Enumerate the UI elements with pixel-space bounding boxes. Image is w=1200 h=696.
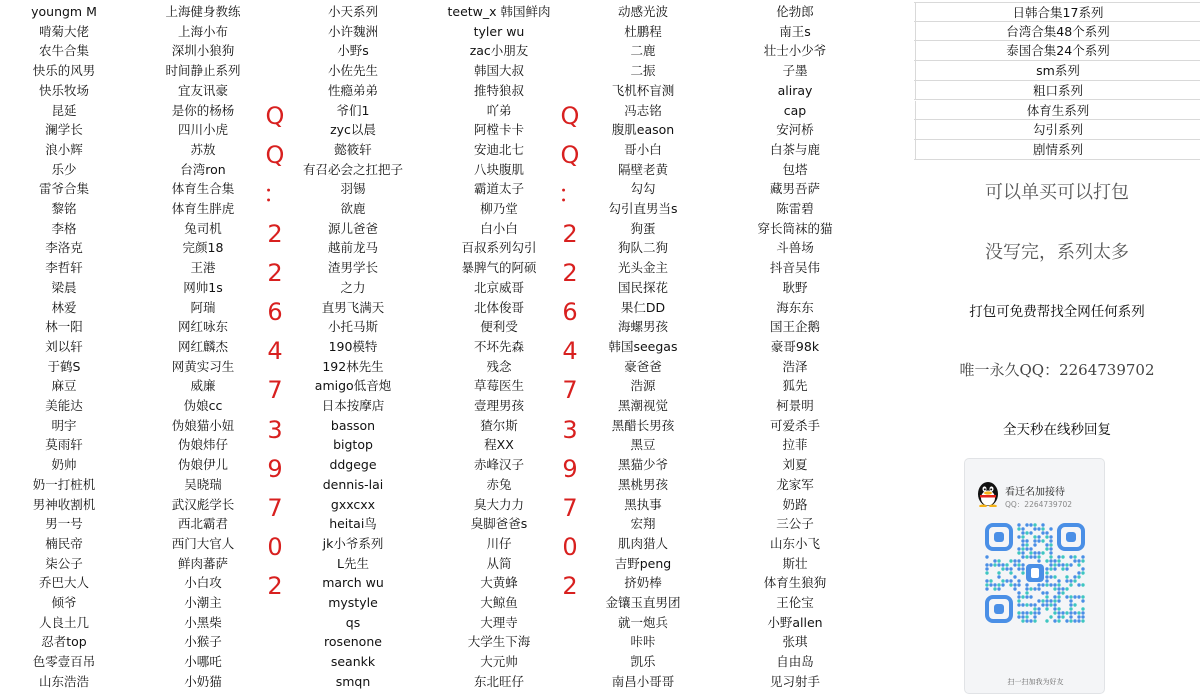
list-item: 西北霸君 — [177, 516, 228, 532]
list-item: 之力 — [340, 279, 366, 295]
list-item: 小许魏洲 — [327, 23, 378, 39]
list-item: 伦勃郎 — [776, 4, 814, 19]
name-column-2 — [140, 2, 266, 696]
list-item: 阿瑞 — [190, 299, 216, 315]
name-column-5 — [573, 2, 713, 696]
list-item: 豪哥98k — [770, 338, 820, 354]
list-item: 光头金主 — [617, 260, 668, 276]
list-item: 日本按摩店 — [321, 398, 385, 413]
list-item: 拉菲 — [782, 437, 808, 453]
list-item: gxxcxx — [330, 496, 376, 512]
list-item: 山东浩浩 — [38, 673, 89, 689]
list-item: 刘以轩 — [45, 338, 83, 354]
list-item: 白小白 — [480, 220, 518, 236]
list-item: 黎铭 — [51, 201, 77, 216]
list-item: 自由岛 — [776, 654, 814, 670]
list-item: 黑猫少爷 — [617, 457, 668, 473]
qr-card-qq-number: QQ：2264739702 — [1005, 500, 1073, 509]
list-item: 哥小白 — [624, 141, 662, 157]
series-row — [914, 22, 1200, 42]
qq-penguin-icon — [975, 479, 1001, 507]
list-item: 抖音吴伟 — [769, 260, 820, 276]
qq-vertical-digit: 3 — [267, 415, 283, 444]
list-item: 体育生胖虎 — [171, 201, 235, 216]
list-item: 狗队二狗 — [617, 240, 668, 256]
list-item: 雷爷合集 — [38, 181, 89, 197]
list-item: 挤奶棒 — [624, 575, 662, 591]
qq-vertical-digit: 2 — [267, 219, 283, 248]
list-item: 男一号 — [45, 516, 83, 532]
list-item: 可爱杀手 — [769, 417, 820, 433]
list-item: 肌肉猎人 — [617, 535, 668, 551]
list-item: 人良土几 — [38, 614, 89, 630]
list-item: 冯志铭 — [624, 102, 662, 118]
list-item: 奶帅 — [51, 457, 77, 473]
list-item: 见习射手 — [769, 673, 820, 689]
qq-vertical-digit: 7 — [562, 376, 578, 405]
qq-vertical-digit: 2 — [562, 258, 578, 287]
list-item: 黑潮视觉 — [617, 398, 668, 413]
list-item: 快乐的风男 — [32, 63, 96, 79]
qq-vertical-digit: 6 — [267, 298, 283, 326]
list-item: 豪爸爸 — [624, 358, 662, 374]
list-item: 狗蛋 — [630, 220, 656, 236]
list-item: 腹肌eason — [611, 122, 675, 138]
list-item: 宜友讯豪 — [177, 82, 228, 98]
list-item: 东北旺仔 — [473, 673, 524, 689]
list-item: 网红咏东 — [177, 319, 228, 335]
list-item: aliray — [777, 82, 813, 98]
list-item: 包塔 — [782, 161, 808, 177]
list-item: 色零壹百吊 — [32, 654, 96, 670]
list-item: 忍者top — [41, 634, 87, 650]
info-line-not-finished: 没写完，系列太多 — [985, 242, 1129, 263]
list-item: 宏翔 — [630, 516, 656, 532]
list-item: 性瘾弟弟 — [327, 82, 378, 98]
list-item: 耿野 — [782, 279, 808, 295]
list-item: 金镶玉直男团 — [605, 595, 681, 610]
list-item: 四川小虎 — [177, 122, 228, 138]
list-item: 楠民帝 — [45, 535, 83, 551]
list-item: 浩泽 — [782, 358, 808, 374]
list-item: 爷们1 — [336, 102, 370, 118]
list-item: 啃菊大佬 — [38, 23, 89, 39]
list-item: 黑醋长男孩 — [611, 417, 675, 433]
list-item: 小奶猫 — [184, 673, 222, 689]
list-item: 八块腹肌 — [473, 161, 524, 177]
qq-vertical-digit: 4 — [562, 337, 578, 366]
list-item: 杜鹏程 — [624, 23, 662, 39]
list-item: 陈雷碧 — [776, 201, 814, 216]
list-item: 推特狼叔 — [473, 82, 524, 98]
list-item: 直男飞满天 — [321, 299, 385, 315]
list-item: cap — [783, 102, 807, 118]
list-item: 安河桥 — [776, 122, 814, 138]
series-row — [914, 41, 1200, 61]
list-item: 臭大力力 — [473, 496, 524, 512]
list-item: rosenone — [324, 634, 382, 650]
list-item: 兔司机 — [184, 220, 222, 236]
list-item: 懿筱轩 — [334, 141, 372, 157]
list-item: 柯景明 — [776, 398, 814, 413]
series-label: sm系列 — [915, 61, 1200, 80]
series-label: 日韩合集17系列 — [915, 3, 1200, 21]
list-item: 奶一打桩机 — [32, 476, 96, 492]
list-item: L先生 — [337, 555, 369, 571]
list-item: 壹理男孩 — [473, 398, 524, 413]
list-item: seankk — [330, 654, 376, 670]
list-item: 飞机杯盲测 — [611, 82, 675, 98]
list-item: 子墨 — [782, 63, 808, 79]
list-item: 动感光波 — [617, 4, 668, 19]
list-item: 国民探花 — [617, 279, 668, 295]
list-item: 赤峰汉子 — [473, 457, 524, 473]
list-item: 咔咔 — [630, 634, 656, 650]
list-item: 是你的杨杨 — [171, 102, 235, 118]
list-item: 浪小辉 — [45, 141, 83, 157]
qq-vertical-digit: Q — [560, 102, 580, 130]
qq-vertical-digit: 9 — [267, 454, 283, 483]
list-item: 李格 — [51, 220, 77, 236]
qq-vertical-digit: 7 — [267, 376, 283, 405]
qr-card-title: 看迁名加接待 — [1005, 487, 1065, 498]
qq-vertical-digit: 3 — [562, 415, 578, 444]
list-item: 海东东 — [776, 299, 814, 315]
name-column-6 — [735, 2, 855, 696]
name-column-4 — [424, 2, 574, 696]
list-item: amigo低音炮 — [314, 378, 392, 394]
list-item: 韩国seegas — [608, 338, 678, 354]
list-item: 就一炮兵 — [617, 614, 668, 630]
list-item: 小潮主 — [184, 595, 222, 610]
list-item: 羽锡 — [340, 181, 366, 197]
list-item: 伪娘炜仔 — [177, 437, 228, 453]
list-item: 麻豆 — [51, 378, 77, 394]
list-item: 小佐先生 — [327, 63, 378, 79]
list-item: 男神收割机 — [32, 496, 96, 512]
qq-vertical-digit: 7 — [562, 494, 578, 522]
series-row — [914, 81, 1200, 101]
series-table — [914, 2, 1200, 160]
list-item: 龙家军 — [776, 476, 814, 492]
list-item: tyler wu — [473, 23, 525, 39]
list-item: 小黑柴 — [184, 614, 222, 630]
list-item: zyc以晨 — [330, 122, 376, 138]
list-item: 林一阳 — [45, 319, 83, 335]
list-item: 欲鹿 — [340, 201, 366, 216]
list-item: 白茶与鹿 — [769, 141, 820, 157]
list-item: 小天系列 — [327, 4, 378, 19]
list-item: 吴晓瑞 — [184, 476, 222, 492]
info-line-free-search: 打包可免费帮找全网任何系列 — [969, 304, 1145, 320]
qq-vertical-digit: 0 — [562, 533, 578, 562]
list-item: 山东小飞 — [769, 535, 820, 551]
list-item: 黑执事 — [624, 496, 662, 512]
list-item: 南昌小哥哥 — [611, 673, 675, 689]
list-item: 乐少 — [51, 161, 77, 177]
list-item: 大黄蜂 — [480, 575, 518, 591]
qq-vertical-digit: 9 — [562, 454, 578, 483]
list-item: 伪娘cc — [183, 398, 223, 413]
list-item: 草莓医生 — [473, 378, 524, 394]
series-label: 台湾合集48个系列 — [915, 22, 1200, 41]
series-label: 勾引系列 — [915, 120, 1200, 139]
list-item: 李哲轩 — [45, 260, 83, 276]
info-line-qq: 唯一永久QQ：2264739702 — [959, 361, 1155, 379]
list-item: 昆延 — [51, 102, 77, 118]
qq-vertical-digit: 6 — [562, 298, 578, 326]
list-item: 穿长筒袜的猫 — [757, 220, 833, 236]
list-item: 上海健身教练 — [165, 4, 241, 19]
list-item: 二鹿 — [630, 43, 656, 59]
list-item: 农牛合集 — [38, 43, 89, 59]
list-item: 狐先 — [782, 378, 808, 394]
list-item: march wu — [322, 575, 384, 591]
list-item: 王伦宝 — [776, 595, 814, 610]
list-item: 体育生合集 — [171, 181, 235, 197]
list-item: ddgege — [329, 457, 377, 473]
list-item: 乔巴大人 — [38, 575, 89, 591]
list-item: zac小朋友 — [469, 43, 529, 59]
list-item: 果仁DD — [620, 299, 666, 315]
series-row — [914, 101, 1200, 121]
list-item: 上海小布 — [177, 23, 228, 39]
qq-vertical-digit: 2 — [267, 258, 283, 287]
list-item: 程XX — [484, 437, 514, 453]
list-item: smqn — [335, 673, 371, 689]
qr-card-footer: 扫一扫加我为好友 — [1007, 678, 1064, 686]
list-item: 小野s — [337, 43, 369, 59]
qq-vertical-digit: Q — [560, 141, 580, 170]
list-item: 小哪吒 — [184, 654, 222, 670]
list-item: 王港 — [190, 260, 216, 276]
list-item: 吉野peng — [614, 555, 672, 571]
list-item: 斯壮 — [782, 555, 808, 571]
list-item: 192林先生 — [322, 358, 384, 374]
list-item: teetw_x 韩国鲜肉 — [447, 4, 551, 19]
list-item: youngm M — [31, 4, 97, 19]
list-item: 鲜肉蕃萨 — [177, 555, 228, 571]
list-item: 深圳小狼狗 — [171, 43, 235, 59]
list-item: basson — [330, 417, 376, 433]
qq-vertical-digit: Q — [265, 102, 285, 130]
list-item: 安迪北七 — [473, 141, 524, 157]
list-item: 威廉 — [190, 378, 216, 394]
list-item: 海螺男孩 — [617, 319, 668, 335]
list-item: 暴脾气的阿硕 — [461, 260, 537, 276]
list-item: 190模特 — [328, 338, 378, 354]
list-item: 勾勾 — [630, 181, 656, 197]
list-item: dennis-lai — [322, 476, 384, 492]
list-item: 倾爷 — [51, 595, 77, 610]
list-item: 台湾ron — [180, 161, 226, 177]
list-item: 大鲸鱼 — [480, 595, 518, 610]
list-item: 林爱 — [51, 299, 77, 315]
qr-code-image — [985, 523, 1085, 623]
list-item: 勾引直男当s — [608, 201, 678, 216]
series-row — [914, 140, 1200, 160]
qq-vertical-digit: 4 — [267, 337, 283, 366]
list-item: 三公子 — [776, 516, 814, 532]
list-item: 残念 — [486, 358, 512, 374]
list-item: 澜学长 — [45, 122, 83, 138]
list-item: 百叔系列勾引 — [461, 240, 537, 256]
list-item: 川仔 — [486, 535, 512, 551]
list-item: 赤兔 — [486, 476, 512, 492]
list-item: 小托马斯 — [327, 319, 378, 335]
qq-vertical-digit: 7 — [267, 494, 283, 522]
series-label: 剧情系列 — [915, 140, 1200, 159]
list-item: qs — [345, 614, 361, 630]
list-item: 网红麟杰 — [177, 338, 228, 354]
qq-vertical-digit: ： — [558, 180, 582, 209]
list-item: 猹尔斯 — [480, 417, 518, 433]
list-item: 北京威哥 — [473, 279, 524, 295]
list-item: mystyle — [328, 595, 378, 610]
list-item: 有召必会之扛把子 — [302, 161, 403, 177]
list-item: 梁晨 — [51, 279, 77, 295]
list-item: 刘夏 — [782, 457, 808, 473]
series-label: 体育生系列 — [915, 101, 1200, 120]
list-item: 凯乐 — [630, 654, 656, 670]
list-item: 不坏先森 — [473, 338, 524, 354]
list-item: jk小爷系列 — [322, 535, 384, 551]
list-item: 柳乃堂 — [480, 201, 518, 216]
list-item: 浩源 — [630, 378, 656, 394]
list-item: 网帅1s — [183, 279, 223, 295]
list-item: 藏男吾萨 — [769, 181, 820, 197]
list-item: 南王s — [779, 23, 811, 39]
list-item: 小猴子 — [184, 634, 222, 650]
list-item: 奶路 — [782, 496, 808, 512]
list-item: 快乐牧场 — [38, 82, 89, 98]
list-item: bigtop — [333, 437, 373, 453]
list-item: 韩国大叔 — [473, 63, 524, 79]
list-item: 苏敖 — [190, 141, 216, 157]
list-item: 明宇 — [51, 417, 77, 433]
list-item: 伪娘伊儿 — [177, 457, 228, 473]
list-item: 霸道太子 — [473, 181, 524, 197]
list-item: 从简 — [486, 555, 512, 571]
list-item: 柒公子 — [45, 555, 83, 571]
list-item: heitai鸟 — [329, 516, 377, 532]
list-item: 莫雨轩 — [45, 437, 83, 453]
list-item: 武汉彪学长 — [171, 496, 235, 512]
info-line-online: 全天秒在线秒回复 — [1003, 422, 1111, 438]
list-item: 隔壁老黄 — [617, 161, 668, 177]
list-item: 李洛克 — [45, 240, 83, 256]
qq-qr-card — [964, 458, 1105, 694]
list-item: 臭脚爸爸s — [470, 516, 528, 532]
name-column-1 — [4, 2, 124, 696]
list-item: 大学生下海 — [467, 634, 531, 650]
list-item: 便利受 — [480, 319, 518, 335]
list-item: 吖弟 — [486, 102, 512, 118]
list-item: 国王企鹅 — [769, 319, 820, 335]
list-item: 小野allen — [767, 614, 823, 630]
list-item: 小白攻 — [184, 575, 222, 591]
list-item: 越前龙马 — [327, 240, 378, 256]
list-item: 时间静止系列 — [165, 63, 241, 79]
qq-vertical-digit: 2 — [267, 572, 283, 601]
qq-vertical-digit: Q — [265, 141, 285, 170]
name-column-3 — [278, 2, 428, 696]
list-item: 美能达 — [45, 398, 83, 413]
list-item: 体育生狼狗 — [763, 575, 827, 591]
series-row — [914, 61, 1200, 81]
list-item: 西门大官人 — [171, 535, 235, 551]
list-item: 于鹤S — [47, 358, 81, 374]
list-item: 斗兽场 — [776, 240, 814, 256]
list-item: 完颜18 — [182, 240, 224, 256]
list-item: 二振 — [630, 63, 656, 79]
list-item: 黑桃男孩 — [617, 476, 668, 492]
list-item: 壮士小少爷 — [763, 43, 827, 59]
list-item: 渣男学长 — [327, 260, 378, 276]
list-item: 北体俊哥 — [473, 299, 524, 315]
qq-vertical-digit: 2 — [562, 572, 578, 601]
list-item: 张琪 — [782, 634, 808, 650]
series-row — [914, 2, 1200, 22]
qq-vertical-digit: ： — [263, 180, 287, 209]
list-item: 源儿爸爸 — [327, 220, 378, 236]
info-line-single-or-package: 可以单买可以打包 — [985, 182, 1129, 203]
qq-vertical-digit: 0 — [267, 533, 283, 562]
list-item: 黑豆 — [630, 437, 656, 453]
series-label: 泰国合集24个系列 — [915, 41, 1200, 60]
series-row — [914, 120, 1200, 140]
list-item: 阿樘卡卡 — [473, 122, 524, 138]
list-item: 大元帅 — [480, 654, 518, 670]
series-label: 粗口系列 — [915, 81, 1200, 100]
list-item: 网黄实习生 — [171, 358, 235, 374]
list-item: 伪娘猫小妞 — [171, 417, 235, 433]
qq-vertical-digit: 2 — [562, 219, 578, 248]
list-item: 大理寺 — [480, 614, 518, 630]
